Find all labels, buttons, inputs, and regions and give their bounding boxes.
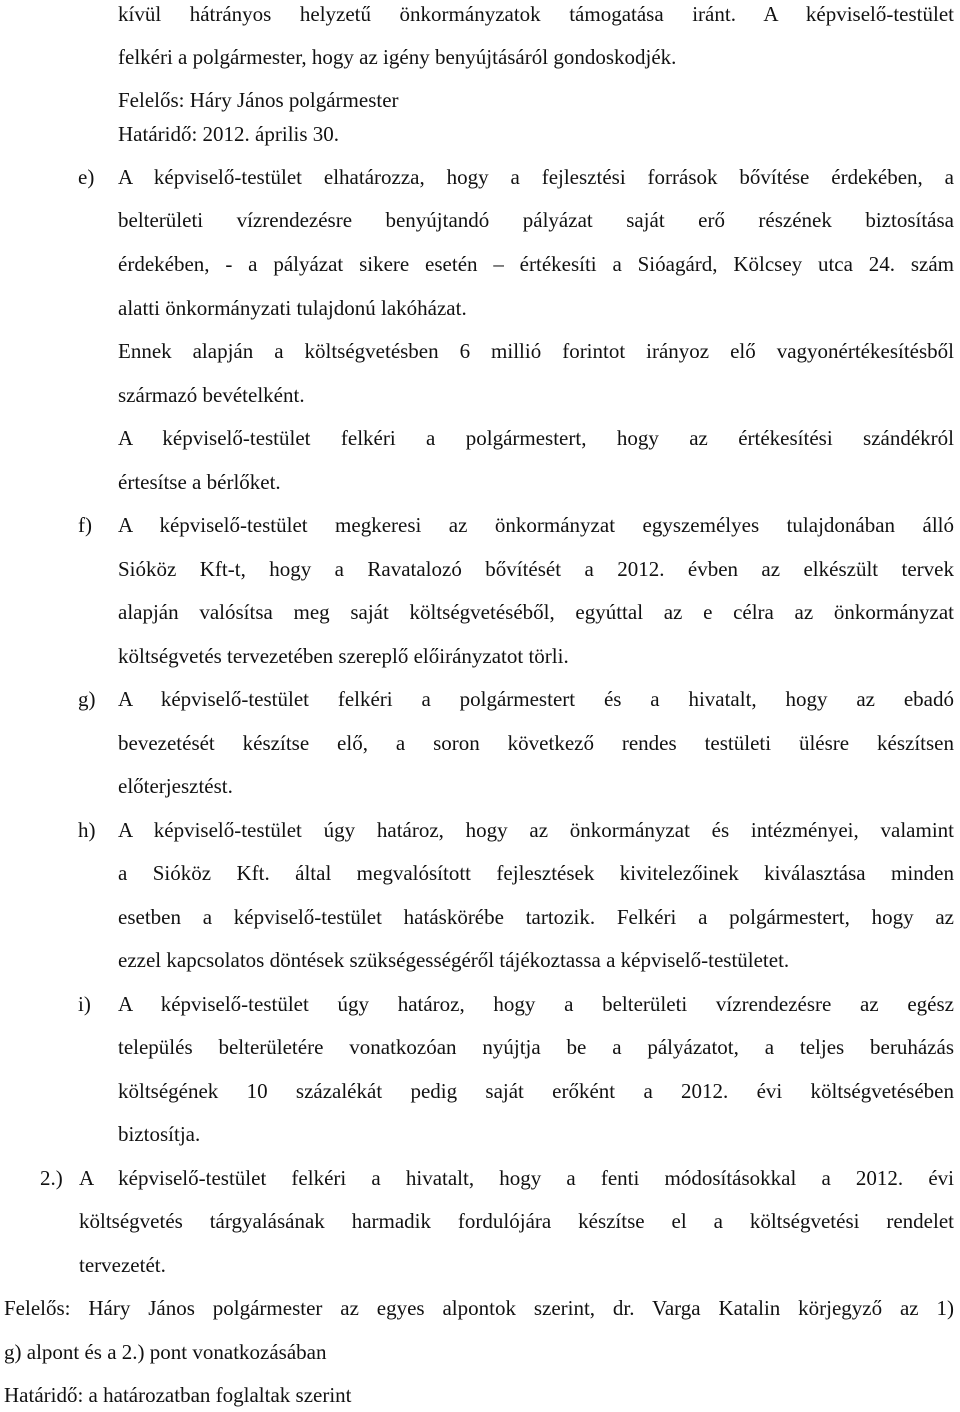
item-e-line-3: érdekében, - a pályázat sikere esetén – értékesíti a Sióagárd, Kölcsey utca 24. szám <box>118 252 954 276</box>
top-line-1: kívül hátrányos helyzetű önkormányzatok támogatása iránt. A képviselő-testület <box>118 2 954 26</box>
item-h-line-3: esetben a képviselő-testület hatáskörébe tartozik. Felkéri a polgármestert, hogy az <box>118 905 954 929</box>
item-g-line-1: A képviselő-testület felkéri a polgármestert és a hivatalt, hogy az ebadó <box>118 687 954 711</box>
item-f-line-1: A képviselő-testület megkeresi az önkormányzat egyszemélyes tulajdonában álló <box>118 513 954 537</box>
point-2-line-3: tervezetét. <box>79 1253 166 1277</box>
item-e-line-5: Ennek alapján a költségvetésben 6 millió forintot irányoz elő vagyonértékesítésből <box>118 339 954 363</box>
item-e-line-2: belterületi vízrendezésre benyújtandó pályázat saját erő részének biztosítása <box>118 208 954 232</box>
item-h-line-2: a Sióköz Kft. által megvalósított fejlesztések kivitelezőinek kiválasztása minden <box>118 861 954 885</box>
item-h-line-1: A képviselő-testület úgy határoz, hogy az önkormányzat és intézményei, valamint <box>118 818 954 842</box>
item-e-line-1: A képviselő-testület elhatározza, hogy a fejlesztési források bővítése érdekében, a <box>118 165 954 189</box>
item-e-marker: e) <box>78 165 95 189</box>
footer-responsible-line: Felelős: Háry János polgármester az egyes alpontok szerint, dr. Varga Katalin körjegyző az 1) <box>4 1296 954 1320</box>
deadline-line: Határidő: 2012. április 30. <box>118 122 340 146</box>
item-f-line-3: alapján valósítsa meg saját költségvetéséből, egyúttal az e célra az önkormányzat <box>118 600 954 624</box>
item-i-line-4: biztosítja. <box>118 1122 201 1146</box>
item-e-line-8: értesítse a bérlőket. <box>118 470 281 494</box>
item-g-marker: g) <box>78 687 96 711</box>
item-i-line-1: A képviselő-testület úgy határoz, hogy a belterületi vízrendezésre az egész <box>118 992 954 1016</box>
item-i-line-2: település belterületére vonatkozóan nyújtja be a pályázatot, a teljes beruházás <box>118 1035 954 1059</box>
item-h-line-4: ezzel kapcsolatos döntések szükségességéről tájékoztassa a képviselő-testületet. <box>118 948 790 972</box>
item-f-line-2: Sióköz Kft-t, hogy a Ravatalozó bővítését a 2012. évben az elkészült tervek <box>118 557 954 581</box>
item-f-line-4: költségvetés tervezetében szereplő előirányzatot törli. <box>118 644 569 668</box>
point-2-line-2: költségvetés tárgyalásának harmadik fordulójára készítse el a költségvetési rendelet <box>79 1209 954 1233</box>
item-i-line-3: költségének 10 százalékát pedig saját erőként a 2012. évi költségvetésében <box>118 1079 954 1103</box>
item-g-line-2: bevezetését készítse elő, a soron következő rendes testületi ülésre készítsen <box>118 731 954 755</box>
item-e-line-7: A képviselő-testület felkéri a polgármestert, hogy az értékesítési szándékról <box>118 426 954 450</box>
item-e-line-4: alatti önkormányzati tulajdonú lakóházat. <box>118 296 467 320</box>
item-i-marker: i) <box>78 992 91 1016</box>
point-2-marker: 2.) <box>40 1166 63 1190</box>
responsible-line: Felelős: Háry János polgármester <box>118 88 399 112</box>
point-2-line-1: A képviselő-testület felkéri a hivatalt, hogy a fenti módosításokkal a 2012. évi <box>79 1166 954 1190</box>
item-h-marker: h) <box>78 818 96 842</box>
item-g-line-3: előterjesztést. <box>118 774 233 798</box>
footer-responsible-line-2: g) alpont és a 2.) pont vonatkozásában <box>4 1340 327 1364</box>
top-line-2: felkéri a polgármester, hogy az igény benyújtásáról gondoskodjék. <box>118 45 677 69</box>
item-e-line-6: származó bevételként. <box>118 383 305 407</box>
item-f-marker: f) <box>78 513 92 537</box>
footer-deadline-line: Határidő: a határozatban foglaltak szerint <box>4 1383 352 1407</box>
